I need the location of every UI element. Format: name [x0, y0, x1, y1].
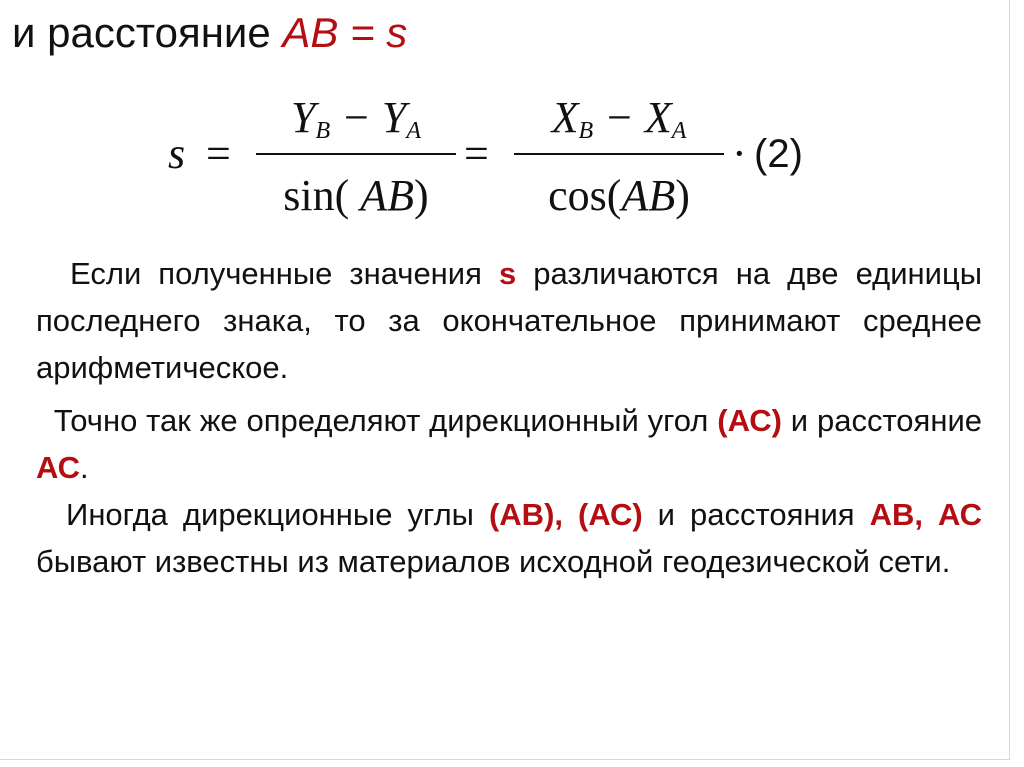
formula-equals-1: = — [206, 129, 231, 178]
paragraph-3: Иногда дирекционные углы (АВ), (АС) и расстояния АВ, АС бывают известны из материалов исходной геодезической сети. — [36, 497, 983, 579]
fraction-1-bar — [256, 153, 456, 155]
fraction-2-bar — [514, 153, 724, 155]
distance-ac: АС — [36, 450, 81, 485]
variable-s: s — [498, 256, 517, 291]
paragraph-1: Если полученные значения s различаются на две единицы последнего знака, то за окончательное принимают среднее арифметическое. — [36, 256, 983, 385]
angles-ab-ac: (АВ), (АС) — [488, 497, 643, 532]
fraction-1-numerator: $Y_B - Y_A$ — [291, 93, 421, 144]
angle-ac: (АС) — [717, 403, 782, 438]
fraction-1 — [256, 92, 456, 232]
equation-number: (2) — [754, 132, 803, 176]
formula-dot: · — [732, 129, 747, 178]
fraction-2-denominator: cos(AB) — [548, 171, 690, 220]
paragraph-2: Точно так же определяют дирекционный угол (АС) и расстояние АС. — [36, 403, 982, 485]
formula-equals-2: = — [464, 129, 489, 178]
fraction-2 — [514, 92, 724, 232]
fraction-2-numerator: $X_B - X_A$ — [551, 93, 687, 144]
formula-lhs: s — [168, 129, 186, 178]
heading-prefix: и расстояние — [12, 9, 283, 56]
distances-ab-ac: АВ, АС — [869, 497, 983, 532]
slide-heading — [12, 8, 407, 58]
heading-variable: AB = s — [282, 9, 408, 56]
fraction-1-denominator: sin( AB) — [283, 171, 429, 220]
